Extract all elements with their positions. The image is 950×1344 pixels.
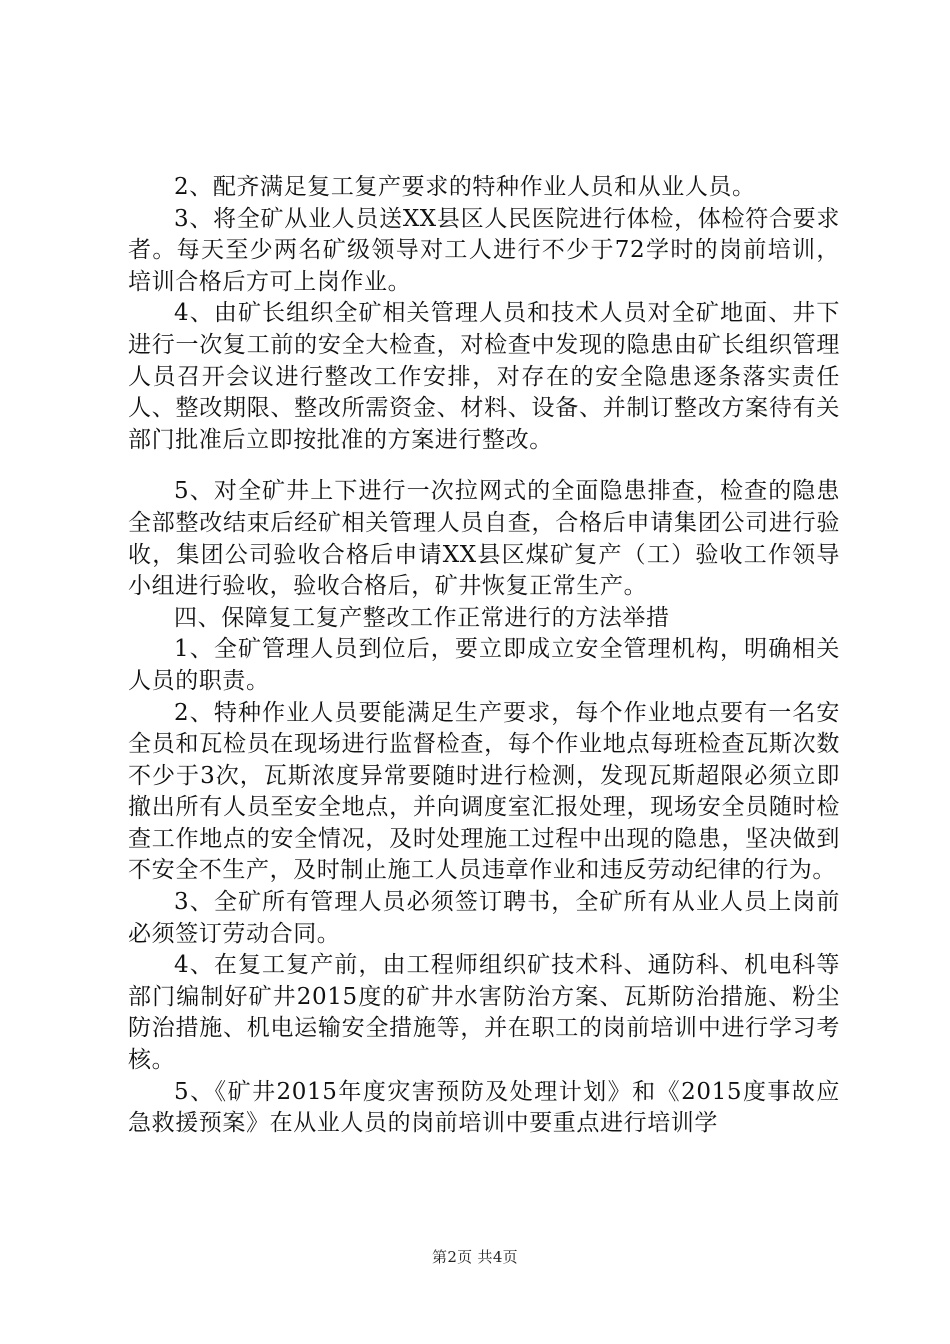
paragraph-item-4: 4、由矿长组织全矿相关管理人员和技术人员对全矿地面、井下进行一次复工前的安全大检查，对检查中发现的隐患由矿长组织管理人员召开会议进行整改工作安排，对存在的安全隐患逐条落实责任人、整改期限、整改所需资金、材料、设备、并制订整改方案待有关部门批准后立即按批准的方案进行整改。 — [128, 300, 840, 453]
measure-item-1: 1、全矿管理人员到位后，要立即成立安全管理机构，明确相关人员的职责。 — [128, 636, 840, 694]
measure-item-5: 5、《矿井2015年度灾害预防及处理计划》和《2015度事故应急救援预案》在从业人员的岗前培训中要重点进行培训学 — [128, 1078, 840, 1137]
document-body — [128, 172, 840, 1140]
paragraph-spacer — [128, 456, 840, 476]
measure-item-3: 3、全矿所有管理人员必须签订聘书，全矿所有从业人员上岗前必须签订劳动合同。 — [128, 889, 840, 947]
section-heading-4: 四、保障复工复产整改工作正常进行的方法举措 — [174, 604, 670, 631]
page-number-footer: 第2页 共4页 — [432, 1248, 518, 1266]
paragraph-item-5: 5、对全矿井上下进行一次拉网式的全面隐患排查，检查的隐患全部整改结束后经矿相关管理人员自查，合格后申请集团公司进行验收，集团公司验收合格后申请XX县区煤矿复产（工）验收工作领导小组进行验收，验收合格后，矿井恢复正常生产。 — [128, 478, 840, 600]
measure-item-4: 4、在复工复产前，由工程师组织矿技术科、通防科、机电科等部门编制好矿井2015度的矿井水害防治方案、瓦斯防治措施、粉尘防治措施、机电运输安全措施等，并在职工的岗前培训中进行学习考核。 — [128, 952, 840, 1074]
paragraph-item-2: 2、配齐满足复工复产要求的特种作业人员和从业人员。 — [174, 174, 756, 200]
paragraph-item-3: 3、将全矿从业人员送XX县区人民医院进行体检，体检符合要求者。每天至少两名矿级领导对工人进行不少于72学时的岗前培训，培训合格后方可上岗作业。 — [128, 205, 840, 295]
measure-item-2: 2、特种作业人员要能满足生产要求，每个作业地点要有一名安全员和瓦检员在现场进行监督检查，每个作业地点每班检查瓦斯次数不少于3次，瓦斯浓度异常要随时进行检测，发现瓦斯超限必须立即撤出所有人员至安全地点，并向调度室汇报处理，现场安全员随时检查工作地点的安全情况，及时处理施工过程中出现的隐患，坚决做到不安全不生产，及时制止施工人员违章作业和违反劳动纪律的行为。 — [128, 699, 840, 884]
